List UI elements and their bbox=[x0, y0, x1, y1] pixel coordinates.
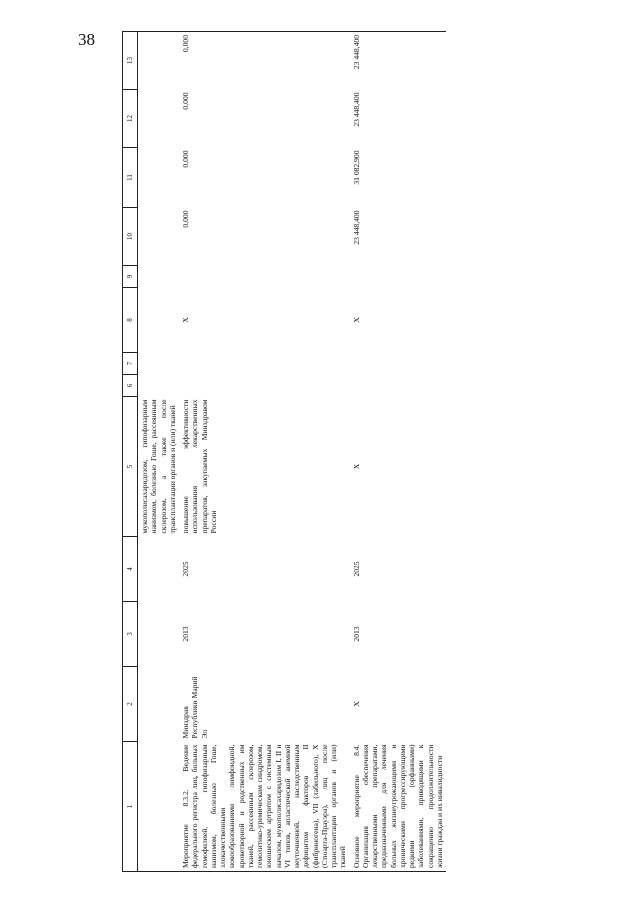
table-row bbox=[179, 32, 350, 872]
column-header: 2 bbox=[123, 667, 138, 742]
column-header: 10 bbox=[123, 208, 138, 266]
cell-amount: 0,000 bbox=[181, 210, 190, 228]
column-header: 1 bbox=[123, 742, 138, 872]
cell-col6 bbox=[179, 375, 350, 397]
column-header: 8 bbox=[123, 288, 138, 353]
cell-col7 bbox=[138, 353, 180, 375]
cell-expected-result: X bbox=[351, 463, 361, 470]
cell-amount: 31 082,900 bbox=[351, 150, 361, 185]
column-header: 6 bbox=[123, 375, 138, 397]
cell-amount bbox=[138, 32, 180, 90]
cell-amount: 23 448,400 bbox=[350, 32, 447, 90]
cell-end-year bbox=[138, 537, 180, 602]
column-header: 7 bbox=[123, 353, 138, 375]
cell-amount bbox=[138, 208, 180, 266]
cell-start-year bbox=[138, 602, 180, 667]
cell-measure bbox=[138, 742, 180, 872]
cell-col7 bbox=[350, 353, 447, 375]
cell-col9 bbox=[179, 266, 350, 288]
column-header: 5 bbox=[123, 397, 138, 537]
column-header: 4 bbox=[123, 537, 138, 602]
column-number-row bbox=[123, 32, 138, 872]
page-number: 38 bbox=[78, 30, 95, 49]
cell-amount bbox=[138, 148, 180, 208]
cell-amount: 0,000 bbox=[181, 92, 190, 110]
cell-expected-result: мукополисахаридозом, гипофизарным нанизмом, болезнью Гоше, рассеянным склерозом, а также после трансплантации органов и (или) тканей bbox=[140, 399, 177, 534]
column-header: 11 bbox=[123, 148, 138, 208]
cell-start-year: 2013 bbox=[181, 626, 190, 642]
cell-amount: 23 448,400 bbox=[351, 92, 361, 127]
cell-executor: X bbox=[351, 701, 361, 707]
cell-amount: 0,000 bbox=[181, 150, 190, 168]
cell-measure: Мероприятие 8.3.2. Ведение федерального регистра лиц, больных гемофилией, гипофизарным нанизмом, болезнью Гоше, злокачественными новообразованиями лимфоидной, кроветворной и родственных им тканей, рассеянным склерозом, гемолитико-уремическим синдромом, юношеским артритом с системным началом, мукополисахаридозом I, II и VI типов, апластической анемией неуточненной, наследственным дефицитом факторов II (фибриногена), VII (лабильного), X (Стюарта-Прауэра), лиц после трансплантации органов и (или) тканей bbox=[179, 742, 350, 872]
cell-col8: X bbox=[181, 317, 190, 323]
cell-col6 bbox=[138, 375, 180, 397]
table-row bbox=[350, 32, 447, 872]
cell-end-year: 2025 bbox=[351, 561, 361, 577]
cell-executor bbox=[138, 667, 180, 742]
column-header: 3 bbox=[123, 602, 138, 667]
cell-amount: 0,000 bbox=[179, 32, 350, 90]
cell-end-year: 2025 bbox=[181, 561, 190, 577]
cell-executor: Минздрав Республики Марий Эл bbox=[181, 676, 209, 739]
program-table bbox=[122, 31, 446, 872]
cell-col7 bbox=[179, 353, 350, 375]
cell-col9 bbox=[350, 266, 447, 288]
cell-amount: 23 448,400 bbox=[351, 210, 361, 245]
cell-expected-result: повышение эффективности использования лекарственных препаратов, закупаемых Минздравом России bbox=[181, 399, 218, 534]
column-header: 13 bbox=[123, 32, 138, 90]
cell-amount bbox=[138, 90, 180, 148]
cell-col6 bbox=[350, 375, 447, 397]
table-row bbox=[138, 32, 180, 872]
cell-start-year: 2013 bbox=[351, 626, 361, 642]
cell-measure: Основное мероприятие 8.4. Организация обеспечения лекарственными препаратами, предназначенными для лечения больных жизнеугрожающими и хроническими прогрессирующими редкими (орфанными) заболеваниями, приводящими к сокращению продолжительности жизни граждан и их инвалидности bbox=[350, 742, 447, 872]
cell-col8: X bbox=[351, 317, 361, 323]
column-header: 9 bbox=[123, 266, 138, 288]
column-header: 12 bbox=[123, 90, 138, 148]
cell-col8 bbox=[138, 288, 180, 353]
cell-col9 bbox=[138, 266, 180, 288]
